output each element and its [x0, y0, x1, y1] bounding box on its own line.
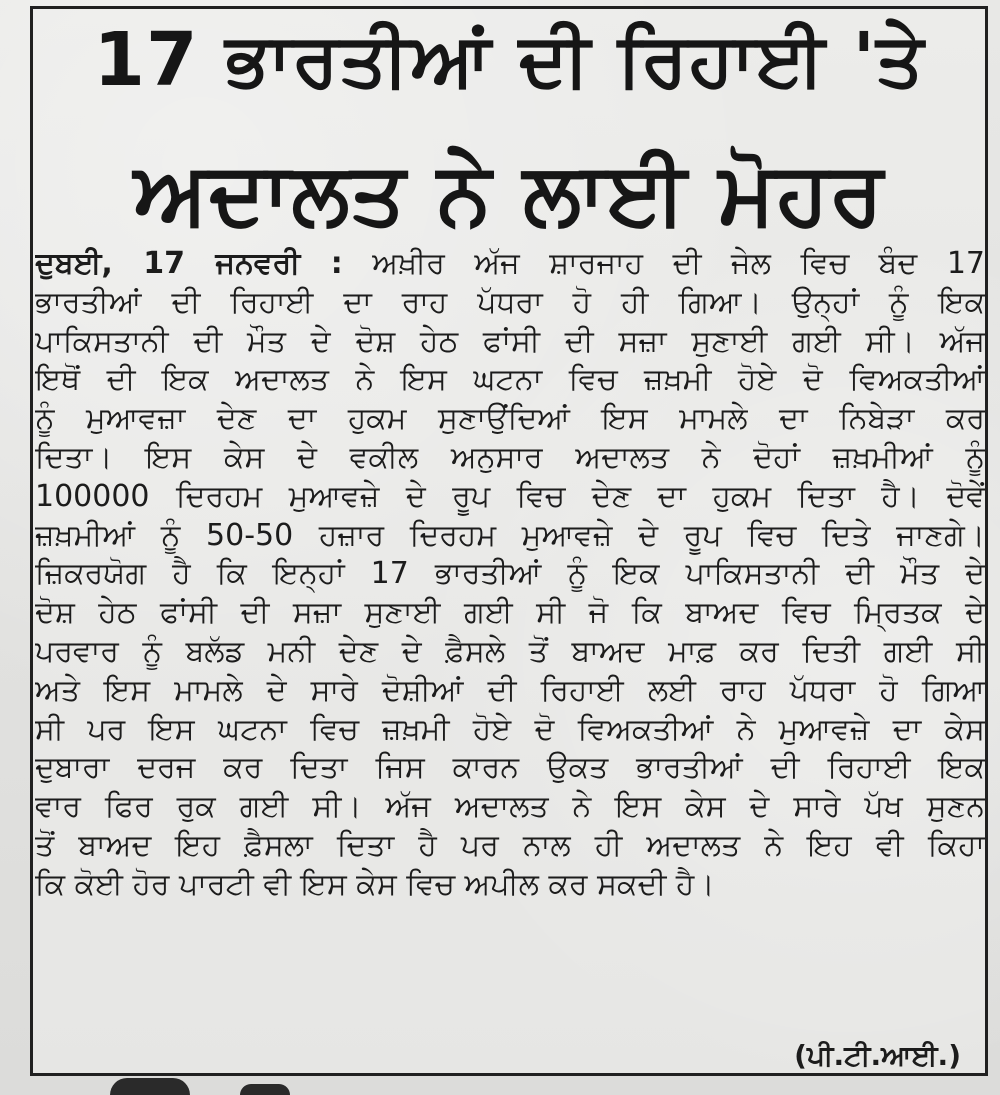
body-line	[35, 245, 985, 284]
body-line: ਪਰਵਾਰ ਨੂੰ ਬਲੱਡ ਮਨੀ ਦੇਣ ਦੇ ਫ਼ੈਸਲੇ ਤੋਂ ਬਾਅਦ ਮਾਫ਼ ਕਰ ਦਿਤੀ ਗਈ ਸੀ	[35, 633, 985, 669]
body-line: ਕਿ ਕੋਈ ਹੋਰ ਪਾਰਟੀ ਵੀ ਇਸ ਕੇਸ ਵਿਚ ਅਪੀਲ ਕਰ ਸਕਦੀ ਹੈ।	[35, 866, 715, 902]
body-line: 100000 ਦਿਰਹਮ ਮੁਆਵਜ਼ੇ ਦੇ ਰੂਪ ਵਿਚ ਦੇਣ ਦਾ ਹੁਕਮ ਦਿਤਾ ਹੈ। ਦੋਵੇਂ	[35, 478, 985, 514]
headline-line-2: ਅਦਾਲਤ ਨੇ ਲਾਈ ਮੋਹਰ	[133, 144, 885, 244]
news-agency-credit: (ਪੀ.ਟੀ.ਆਈ.)	[794, 1039, 961, 1072]
body-line: ਵਾਰ ਫਿਰ ਰੁਕ ਗਈ ਸੀ। ਅੱਜ ਅਦਾਲਤ ਨੇ ਇਸ ਕੇਸ ਦੇ ਸਾਰੇ ਪੱਖ ਸੁਣਨ	[35, 789, 985, 825]
body-line: ਤੋਂ ਬਾਅਦ ਇਹ ਫ਼ੈਸਲਾ ਦਿਤਾ ਹੈ ਪਰ ਨਾਲ ਹੀ ਅਦਾਲਤ ਨੇ ਇਹ ਵੀ ਕਿਹਾ	[35, 827, 985, 863]
body-line: ਸੀ ਪਰ ਇਸ ਘਟਨਾ ਵਿਚ ਜ਼ਖ਼ਮੀ ਹੋਏ ਦੋ ਵਿਅਕਤੀਆਂ ਨੇ ਮੁਆਵਜ਼ੇ ਦਾ ਕੇਸ	[35, 711, 985, 747]
body-line: ਜ਼ਖ਼ਮੀਆਂ ਨੂੰ 50-50 ਹਜ਼ਾਰ ਦਿਰਹਮ ਮੁਆਵਜ਼ੇ ਦੇ ਰੂਪ ਵਿਚ ਦਿਤੇ ਜਾਣਗੇ।	[35, 517, 985, 553]
body-line: ਅਤੇ ਇਸ ਮਾਮਲੇ ਦੇ ਸਾਰੇ ਦੋਸ਼ੀਆਂ ਦੀ ਰਿਹਾਈ ਲਈ ਰਾਹ ਪੱਧਰਾ ਹੋ ਗਿਆ	[35, 672, 985, 708]
headline-line-1: 17 ਭਾਰਤੀਆਂ ਦੀ ਰਿਹਾਈ 'ਤੇ	[93, 17, 925, 103]
body-line: ਇਥੋਂ ਦੀ ਇਕ ਅਦਾਲਤ ਨੇ ਇਸ ਘਟਨਾ ਵਿਚ ਜ਼ਖ਼ਮੀ ਹੋਏ ਦੋ ਵਿਅਕਤੀਆਂ	[35, 362, 985, 398]
next-story-fragment	[110, 1078, 190, 1095]
body-line: ਪਾਕਿਸਤਾਨੀ ਦੀ ਮੌਤ ਦੇ ਦੋਸ਼ ਹੇਠ ਫਾਂਸੀ ਦੀ ਸਜ਼ਾ ਸੁਣਾਈ ਗਈ ਸੀ। ਅੱਜ	[35, 323, 985, 359]
body-line: ਦਿਤਾ। ਇਸ ਕੇਸ ਦੇ ਵਕੀਲ ਅਨੁਸਾਰ ਅਦਾਲਤ ਨੇ ਦੋਹਾਂ ਜ਼ਖ਼ਮੀਆਂ ਨੂੰ	[35, 439, 985, 475]
body-line-text: ਅਖ਼ੀਰ ਅੱਜ ਸ਼ਾਰਜਾਹ ਦੀ ਜੇਲ ਵਿਚ ਬੰਦ 17	[372, 246, 985, 281]
dateline: ਦੁਬਈ, 17 ਜਨਵਰੀ :	[35, 246, 343, 281]
body-line: ਨੂੰ ਮੁਆਵਜ਼ਾ ਦੇਣ ਦਾ ਹੁਕਮ ਸੁਣਾਉਂਦਿਆਂ ਇਸ ਮਾਮਲੇ ਦਾ ਨਿਬੇੜਾ ਕਰ	[35, 401, 985, 437]
body-line: ਦੋਸ਼ ਹੇਠ ਫਾਂਸੀ ਦੀ ਸਜ਼ਾ ਸੁਣਾਈ ਗਈ ਸੀ ਜੋ ਕਿ ਬਾਅਦ ਵਿਚ ਮ੍ਰਿਤਕ ਦੇ	[35, 595, 985, 631]
next-story-fragment	[240, 1084, 290, 1095]
article-body	[35, 245, 985, 905]
body-line: ਭਾਰਤੀਆਂ ਦੀ ਰਿਹਾਈ ਦਾ ਰਾਹ ਪੱਧਰਾ ਹੋ ਹੀ ਗਿਆ। ਉਨ੍ਹਾਂ ਨੂੰ ਇਕ	[35, 284, 985, 320]
body-line: ਦੁਬਾਰਾ ਦਰਜ ਕਰ ਦਿਤਾ ਜਿਸ ਕਾਰਨ ਉਕਤ ਭਾਰਤੀਆਂ ਦੀ ਰਿਹਾਈ ਇਕ	[35, 750, 985, 786]
body-line: ਜ਼ਿਕਰਯੋਗ ਹੈ ਕਿ ਇਨ੍ਹਾਂ 17 ਭਾਰਤੀਆਂ ਨੂੰ ਇਕ ਪਾਕਿਸਤਾਨੀ ਦੀ ਮੌਤ ਦੇ	[35, 556, 985, 592]
newspaper-clipping	[30, 6, 988, 1076]
